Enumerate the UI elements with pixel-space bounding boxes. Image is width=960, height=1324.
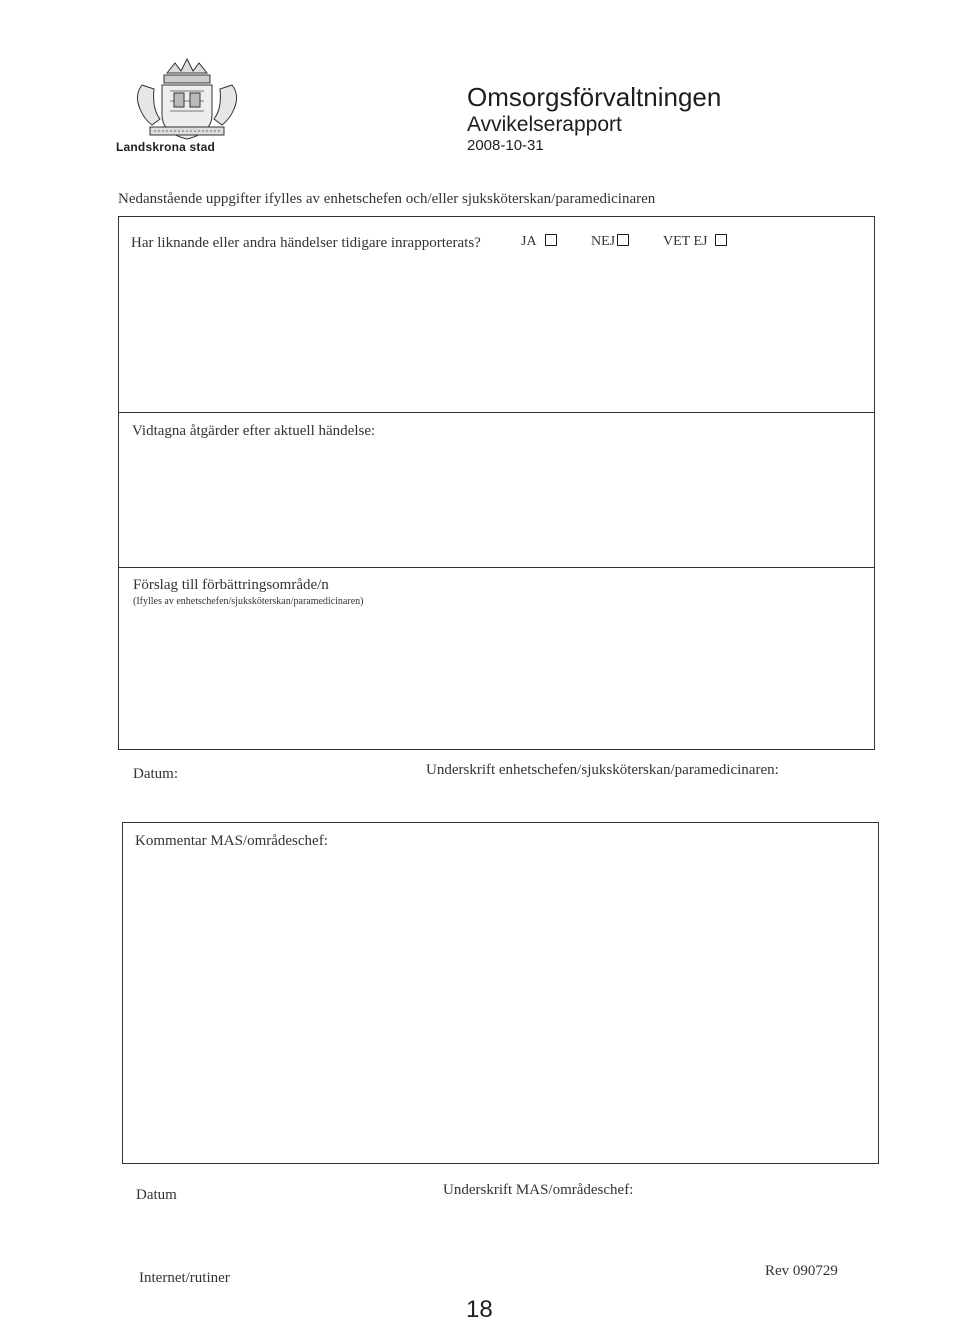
section-divider xyxy=(119,412,874,413)
organization-name: Omsorgsförvaltningen xyxy=(467,82,722,112)
option-nej[interactable] xyxy=(591,234,629,250)
actions-field[interactable] xyxy=(119,447,874,565)
option-vet-ej[interactable] xyxy=(663,234,727,250)
document-date: 2008-10-31 xyxy=(467,137,544,154)
footer-revision: Rev 090729 xyxy=(765,1263,838,1279)
option-ja[interactable] xyxy=(521,234,557,250)
date-label-2: Datum xyxy=(136,1187,177,1203)
actions-label: Vidtagna åtgärder efter aktuell händelse: xyxy=(132,423,376,439)
previous-incidents-field[interactable] xyxy=(119,257,874,409)
previous-incidents-question: Har liknande eller andra händelser tidigare inrapporterats? xyxy=(131,235,481,251)
date-label-1: Datum: xyxy=(133,766,178,782)
improvement-label: Förslag till förbättringsområde/n xyxy=(133,577,329,593)
checkbox-vet-ej[interactable] xyxy=(715,234,727,246)
improvement-field[interactable] xyxy=(119,613,874,747)
checkbox-ja[interactable] xyxy=(545,234,557,246)
improvement-sublabel: (Ifylles av enhetschefen/sjuksköterskan/paramedicinaren) xyxy=(133,596,364,607)
logo-caption: Landskrona stad xyxy=(116,140,216,154)
option-ja-label: JA xyxy=(521,234,537,249)
comment-frame xyxy=(122,822,879,1164)
document-title: Avvikelserapport xyxy=(467,113,622,136)
footer-source: Internet/rutiner xyxy=(139,1270,230,1286)
signature-label-1: Underskrift enhetschefen/sjuksköterskan/paramedicinaren: xyxy=(426,762,779,778)
signature-label-2: Underskrift MAS/områdeschef: xyxy=(443,1182,634,1198)
comment-label: Kommentar MAS/områdeschef: xyxy=(135,833,328,849)
option-nej-label: NEJ xyxy=(591,234,616,249)
checkbox-nej[interactable] xyxy=(617,234,629,246)
comment-field[interactable] xyxy=(123,857,878,1161)
intro-text: Nedanstående uppgifter ifylles av enhetschefen och/eller sjuksköterskan/paramedicinaren xyxy=(118,191,656,207)
option-vet-ej-label: VET EJ xyxy=(663,234,708,249)
coat-of-arms-icon xyxy=(112,55,262,145)
page-number: 18 xyxy=(466,1296,493,1323)
section-divider xyxy=(119,567,874,568)
report-frame xyxy=(118,216,875,750)
